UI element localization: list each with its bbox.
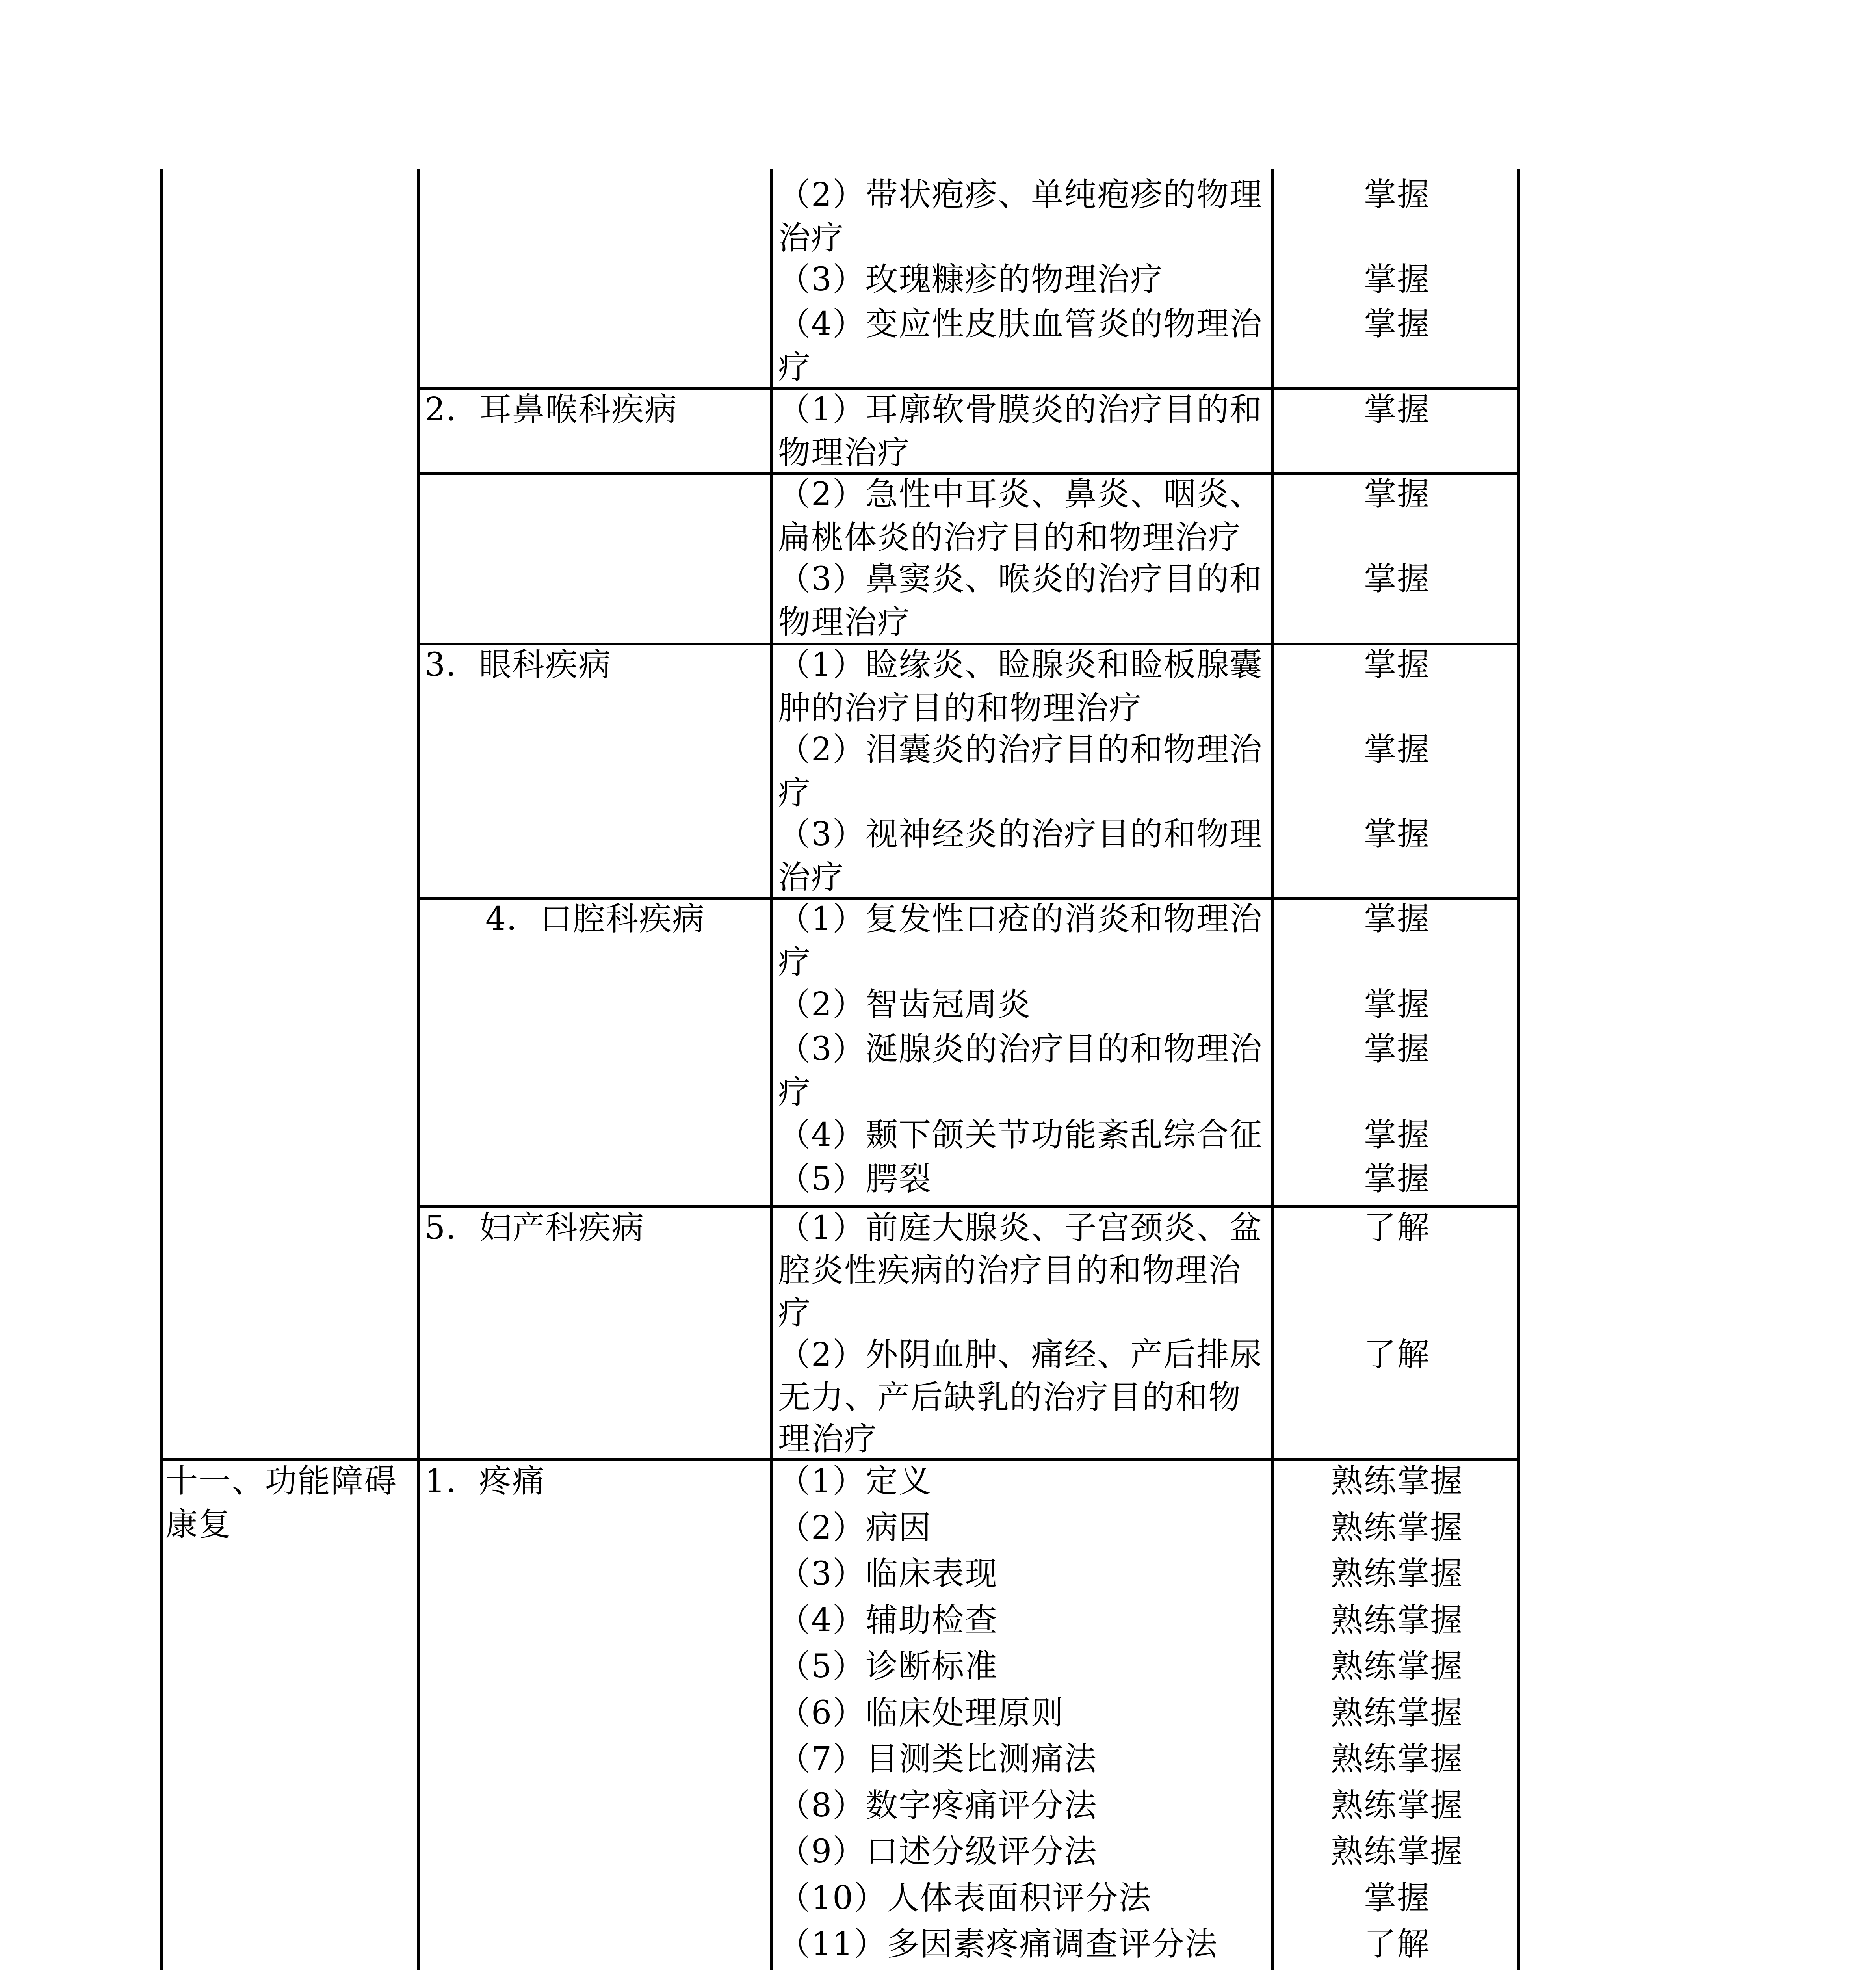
mastery-level: 掌握 [1363,986,1430,1023]
mastery-level: 掌握 [1363,1030,1430,1068]
item-line: （10）人体表面积评分法 [778,1879,1152,1917]
item-line: （2）泪囊炎的治疗目的和物理治 [778,731,1263,768]
item-line: （3）鼻窦炎、喉炎的治疗目的和 [778,560,1263,598]
item-line: （2）智齿冠周炎 [778,986,1031,1023]
mastery-level: 熟练掌握 [1330,1555,1463,1593]
mastery-level: 掌握 [1363,391,1430,428]
item-line: （9）口述分级评分法 [778,1833,1098,1870]
mastery-level: 掌握 [1363,261,1430,298]
col-rule-3 [770,169,773,1970]
mastery-level: 熟练掌握 [1330,1833,1463,1870]
item-line: （4）辅助检查 [778,1602,998,1639]
mastery-level: 了解 [1363,1336,1430,1373]
item-line: 理治疗 [778,1420,878,1458]
mastery-level: 掌握 [1363,900,1430,938]
item-line: 疗 [778,774,812,812]
item-line: （5）腭裂 [778,1160,932,1198]
mastery-level: 掌握 [1363,1160,1430,1198]
unit-label: 十一、功能障碍 [165,1463,397,1500]
mastery-level: 掌握 [1363,305,1430,343]
item-line: 扁桃体炎的治疗目的和物理治疗 [778,519,1242,556]
mastery-level: 了解 [1363,1209,1430,1247]
item-line: 物理治疗 [778,434,911,472]
mastery-level: 熟练掌握 [1330,1740,1463,1778]
item-line: 腔炎性疾病的治疗目的和物理治 [778,1252,1242,1289]
item-line: 肿的治疗目的和物理治疗 [778,690,1142,727]
col-rule-1 [160,169,163,1970]
mastery-level: 熟练掌握 [1330,1509,1463,1546]
topic-label: 2．耳鼻喉科疾病 [425,391,678,428]
mastery-level: 掌握 [1363,646,1430,684]
item-line: （3）临床表现 [778,1555,998,1593]
mastery-level: 了解 [1363,1925,1430,1963]
item-line: （3）视神经炎的治疗目的和物理 [778,816,1263,853]
item-line: （6）临床处理原则 [778,1694,1064,1732]
item-line: （2）急性中耳炎、鼻炎、咽炎、 [778,476,1263,513]
mastery-level: 掌握 [1363,560,1430,598]
item-line: （2）外阴血肿、痛经、产后排尿 [778,1336,1263,1373]
item-line: （1）耳廓软骨膜炎的治疗目的和 [778,391,1263,428]
item-line: （1）定义 [778,1463,932,1500]
item-line: 疗 [778,349,812,386]
topic-label: 4．口腔科疾病 [485,900,706,938]
item-line: 治疗 [778,219,845,257]
item-line: （2）病因 [778,1509,932,1546]
item-line: （1）复发性口疮的消炎和物理治 [778,900,1263,938]
col-rule-2 [417,169,420,1970]
item-line: （1）前庭大腺炎、子宫颈炎、盆 [778,1209,1263,1247]
item-line: 疗 [778,1294,812,1332]
mastery-level: 掌握 [1363,1879,1430,1917]
mastery-level: 掌握 [1363,176,1430,214]
item-line: （7）目测类比测痛法 [778,1740,1098,1778]
mastery-level: 掌握 [1363,816,1430,853]
item-line: （4）变应性皮肤血管炎的物理治 [778,305,1263,343]
item-line: （4）颞下颌关节功能紊乱综合征 [778,1116,1263,1154]
mastery-level: 熟练掌握 [1330,1648,1463,1685]
item-line: （3）涎腺炎的治疗目的和物理治 [778,1030,1263,1068]
mastery-level: 熟练掌握 [1330,1694,1463,1732]
mastery-level: 熟练掌握 [1330,1602,1463,1639]
mastery-level: 熟练掌握 [1330,1787,1463,1824]
mastery-level: 掌握 [1363,731,1430,768]
item-line: 治疗 [778,859,845,896]
item-line: 疗 [778,944,812,981]
item-line: （11）多因素疼痛调查评分法 [778,1925,1218,1963]
topic-label: 5．妇产科疾病 [425,1209,645,1247]
topic-label: 3．眼科疾病 [425,646,612,684]
mastery-level: 掌握 [1363,1116,1430,1154]
mastery-level: 掌握 [1363,476,1430,513]
item-line: （2）带状疱疹、单纯疱疹的物理 [778,176,1263,214]
topic-label: 1．疼痛 [425,1463,546,1500]
item-line: （1）睑缘炎、睑腺炎和睑板腺囊 [778,646,1263,684]
item-line: （3）玫瑰糠疹的物理治疗 [778,261,1164,298]
item-line: 无力、产后缺乳的治疗目的和物 [778,1379,1242,1416]
item-line: 疗 [778,1074,812,1111]
unit-label: 康复 [165,1506,232,1543]
mastery-level: 熟练掌握 [1330,1463,1463,1500]
item-line: （8）数字疼痛评分法 [778,1787,1098,1824]
item-line: （5）诊断标准 [778,1648,998,1685]
item-line: 物理治疗 [778,604,911,641]
